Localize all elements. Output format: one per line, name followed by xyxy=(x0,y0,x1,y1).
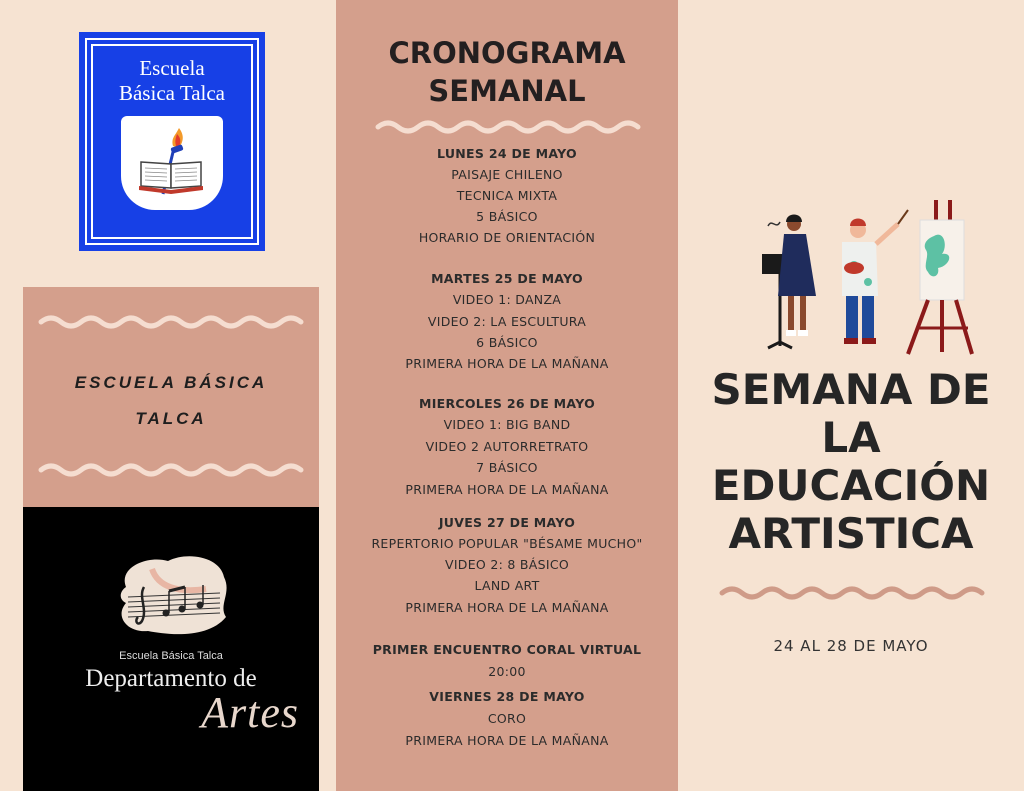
schedule-title-line-2: SEMANAL xyxy=(428,74,586,108)
schedule-item: VIDEO 2 AUTORRETRATO xyxy=(425,439,589,454)
day-heading-tuesday: MARTES 25 DE MAYO xyxy=(431,271,583,286)
schedule-panel xyxy=(336,0,678,791)
schedule-item: PRIMERA HORA DE LA MAÑANA xyxy=(405,733,609,748)
logo-title xyxy=(79,56,265,106)
department-school-label: Escuela Básica Talca xyxy=(119,650,223,662)
schedule-item: 5 BÁSICO xyxy=(476,209,538,224)
schedule-item: PRIMERA HORA DE LA MAÑANA xyxy=(405,356,609,371)
decorative-wave-bottom xyxy=(37,462,305,478)
schedule-item: 20:00 xyxy=(488,664,526,679)
department-subtitle: Artes xyxy=(201,688,299,737)
school-name-line-1: ESCUELA BÁSICA xyxy=(74,373,268,392)
schedule-item: VIDEO 1: DANZA xyxy=(452,292,562,307)
event-title-line-3: EDUCACIÓN xyxy=(711,461,991,510)
event-heading-choir: PRIMER ENCUENTRO CORAL VIRTUAL xyxy=(372,642,642,657)
logo-line-2: Básica Talca xyxy=(118,81,225,105)
school-name-line-2: TALCA xyxy=(135,409,207,428)
left-panel xyxy=(0,0,336,791)
book-torch-icon xyxy=(121,116,223,210)
schedule-title xyxy=(336,34,678,110)
schedule-item: LAND ART xyxy=(474,578,540,593)
event-dates: 24 AL 28 DE MAYO xyxy=(773,637,929,655)
music-notes-icon xyxy=(108,547,238,647)
schedule-item: TECNICA MIXTA xyxy=(456,188,558,203)
day-heading-monday: LUNES 24 DE MAYO xyxy=(437,146,577,161)
event-title-line-1: SEMANA DE xyxy=(711,365,991,414)
decorative-wave-top xyxy=(37,314,305,330)
school-logo xyxy=(79,32,265,251)
school-name xyxy=(23,365,319,437)
decorative-wave-event xyxy=(718,585,986,601)
event-title-line-4: ARTISTICA xyxy=(728,509,974,558)
schedule-item: 6 BÁSICO xyxy=(476,335,538,350)
event-panel xyxy=(678,0,1024,791)
day-heading-thursday: JUVES 27 DE MAYO xyxy=(438,515,576,530)
schedule-item: HORARIO DE ORIENTACIÓN xyxy=(418,230,596,245)
department-logo xyxy=(23,507,319,791)
event-title-line-2: LA xyxy=(821,413,881,462)
schedule-item: VIDEO 2: LA ESCULTURA xyxy=(427,314,587,329)
schedule-item: 7 BÁSICO xyxy=(476,460,538,475)
schedule-title-line-1: CRONOGRAMA xyxy=(388,36,626,70)
schedule-item: VIDEO 2: 8 BÁSICO xyxy=(444,557,570,572)
event-title xyxy=(678,366,1024,558)
artists-illustration xyxy=(758,196,978,358)
schedule-item: CORO xyxy=(487,711,527,726)
department-title: Departamento de xyxy=(85,665,257,692)
schedule-item: VIDEO 1: BIG BAND xyxy=(443,417,571,432)
day-heading-wednesday: MIERCOLES 26 DE MAYO xyxy=(418,396,596,411)
day-heading-friday: VIERNES 28 DE MAYO xyxy=(429,689,585,704)
school-name-box xyxy=(23,287,319,507)
schedule-item: PAISAJE CHILENO xyxy=(451,167,563,182)
schedule-item: REPERTORIO POPULAR "BÉSAME MUCHO" xyxy=(371,536,643,551)
decorative-wave-schedule xyxy=(374,119,642,135)
schedule-item: PRIMERA HORA DE LA MAÑANA xyxy=(405,482,609,497)
logo-line-1: Escuela xyxy=(139,56,205,80)
schedule-item: PRIMERA HORA DE LA MAÑANA xyxy=(405,600,609,615)
